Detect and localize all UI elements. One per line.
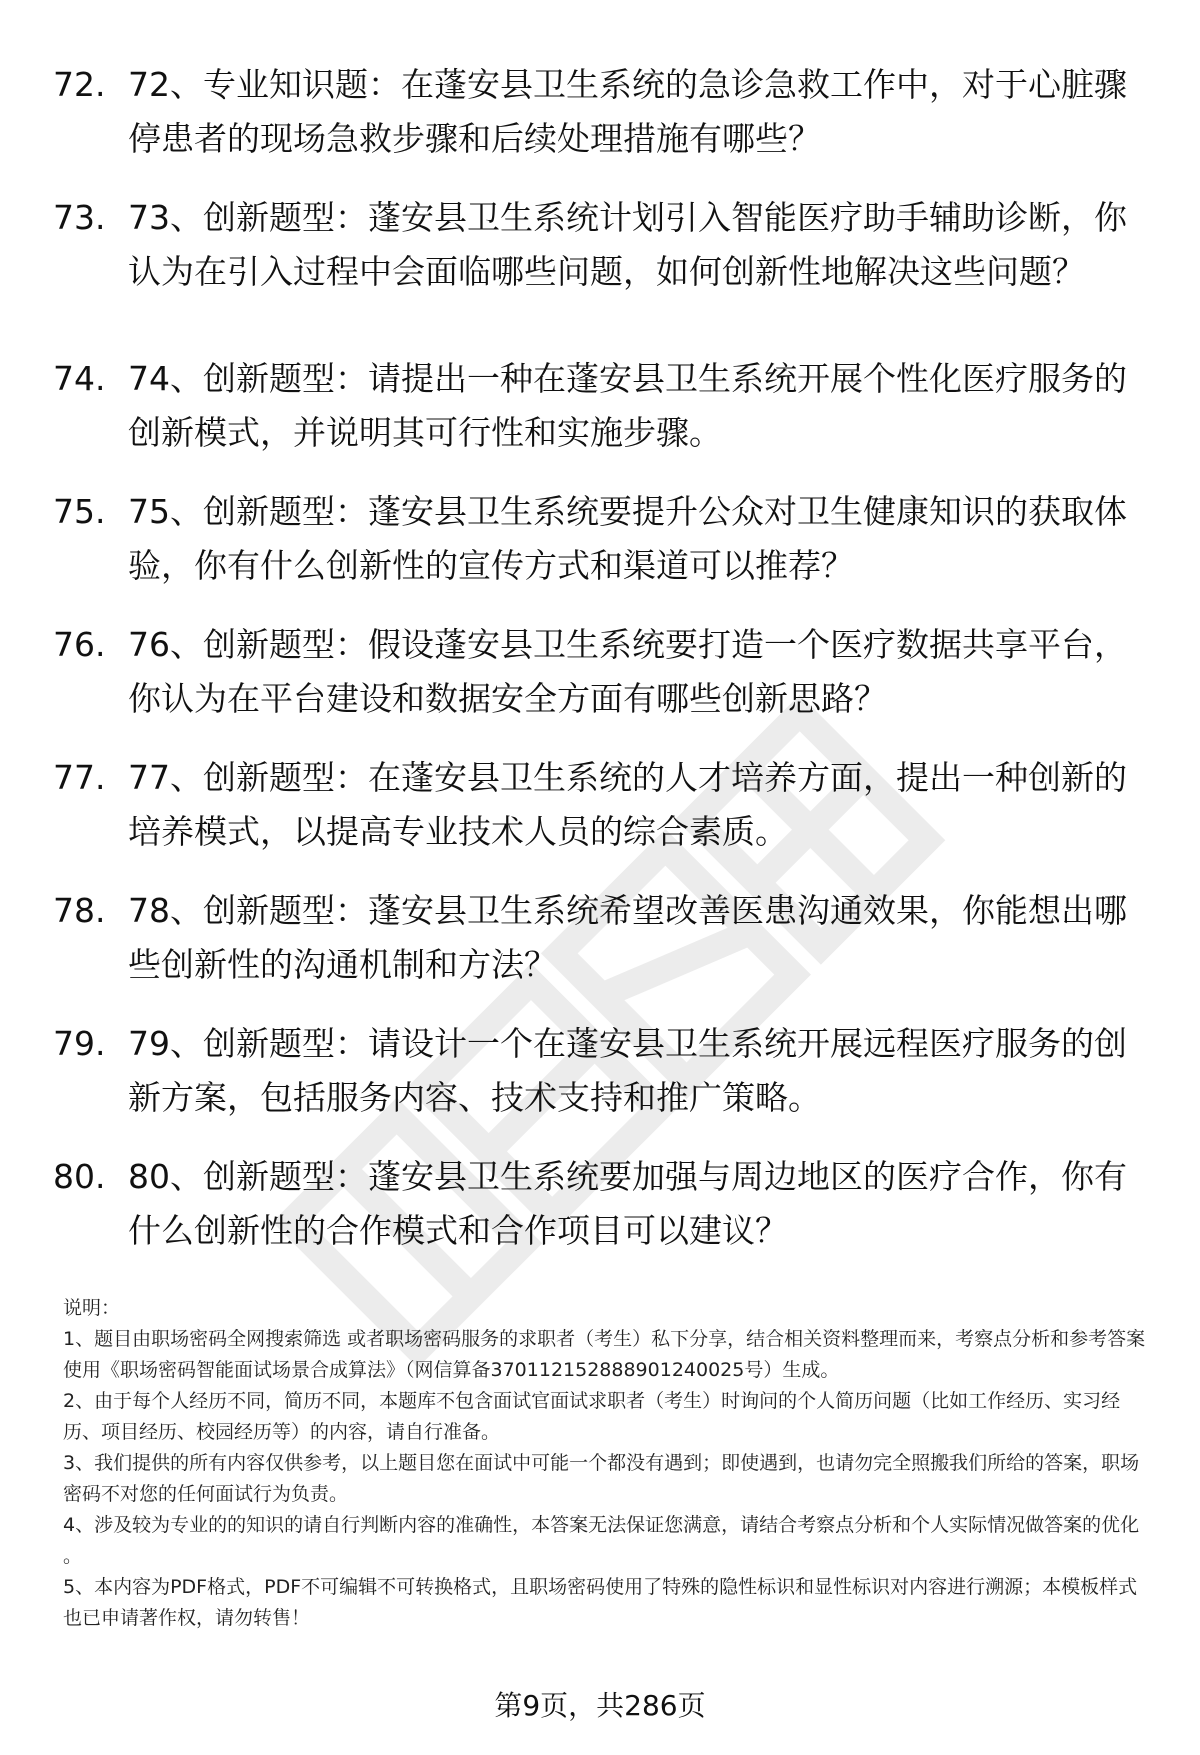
note-item: 4、涉及较为专业的的知识的请自行判断内容的准确性，本答案无法保证您满意，请结合考察点分析和个人实际情况做答案的优化 。 [63, 1514, 1140, 1567]
question-text: 80、创新题型：蓬安县卫生系统要加强与周边地区的医疗合作，你有什么创新性的合作模式和合作项目可以建议？ [128, 1157, 1127, 1250]
note-item: 2、由于每个人经历不同，简历不同，本题库不包含面试官面试求职者（考生）时询问的个人简历问题（比如工作经历、实习经历、项目经历、校园经历等）的内容，请自行准备。 [63, 1390, 1121, 1443]
question-text: 76、创新题型：假设蓬安县卫生系统要打造一个医疗数据共享平台，你认为在平台建设和数据安全方面有哪些创新思路？ [128, 625, 1127, 718]
question-number: 73. [53, 198, 106, 237]
question-number: 76. [53, 625, 106, 664]
question-text: 79、创新题型：请设计一个在蓬安县卫生系统开展远程医疗服务的创新方案，包括服务内容、技术支持和推广策略。 [128, 1024, 1127, 1117]
question-list [0, 58, 1200, 1283]
note-item: 1、题目由职场密码全网搜索筛选 或者职场密码服务的求职者（考生）私下分享，结合相关资料整理而来，考察点分析和参考答案使用《职场密码智能面试场景合成算法》（网信算备370112152888901240025号）生成。 [63, 1328, 1146, 1381]
question-item [0, 618, 1200, 751]
question-text: 74、创新题型：请提出一种在蓬安县卫生系统开展个性化医疗服务的创新模式，并说明其可行性和实施步骤。 [128, 359, 1127, 452]
note-item: 5、本内容为PDF格式，PDF不可编辑不可转换格式，且职场密码使用了特殊的隐性标识和显性标识对内容进行溯源；本模板样式也已申请著作权，请勿转售！ [63, 1576, 1138, 1629]
question-text: 77、创新题型：在蓬安县卫生系统的人才培养方面，提出一种创新的培养模式，以提高专业技术人员的综合素质。 [128, 758, 1127, 851]
page-footer: 第9页，共286页 [494, 1689, 706, 1722]
question-text: 73、创新题型：蓬安县卫生系统计划引入智能医疗助手辅助诊断，你认为在引入过程中会面临哪些问题，如何创新性地解决这些问题？ [128, 198, 1127, 291]
question-number: 74. [53, 359, 106, 398]
question-number: 72. [53, 65, 106, 104]
question-text: 75、创新题型：蓬安县卫生系统要提升公众对卫生健康知识的获取体验，你有什么创新性的宣传方式和渠道可以推荐？ [128, 492, 1127, 585]
question-item [0, 485, 1200, 618]
notes-title: 说明： [63, 1297, 121, 1319]
question-item [0, 58, 1200, 191]
question-text: 72、专业知识题：在蓬安县卫生系统的急诊急救工作中，对于心脏骤停患者的现场急救步骤和后续处理措施有哪些？ [128, 65, 1127, 158]
question-number: 75. [53, 492, 106, 531]
notes-section [63, 1293, 1153, 1634]
question-item [0, 884, 1200, 1017]
question-item [0, 1017, 1200, 1150]
note-item: 3、我们提供的所有内容仅供参考，以上题目您在面试中可能一个都没有遇到；即使遇到，也请勿完全照搬我们所给的答案，职场密码不对您的任何面试行为负责。 [63, 1452, 1140, 1505]
question-number: 78. [53, 891, 106, 930]
question-item [0, 352, 1200, 485]
question-number: 79. [53, 1024, 106, 1063]
question-number: 80. [53, 1157, 106, 1196]
question-number: 77. [53, 758, 106, 797]
question-item [0, 191, 1200, 352]
question-item [0, 751, 1200, 884]
question-text: 78、创新题型：蓬安县卫生系统希望改善医患沟通效果，你能想出哪些创新性的沟通机制和方法？ [128, 891, 1127, 984]
question-item [0, 1150, 1200, 1283]
